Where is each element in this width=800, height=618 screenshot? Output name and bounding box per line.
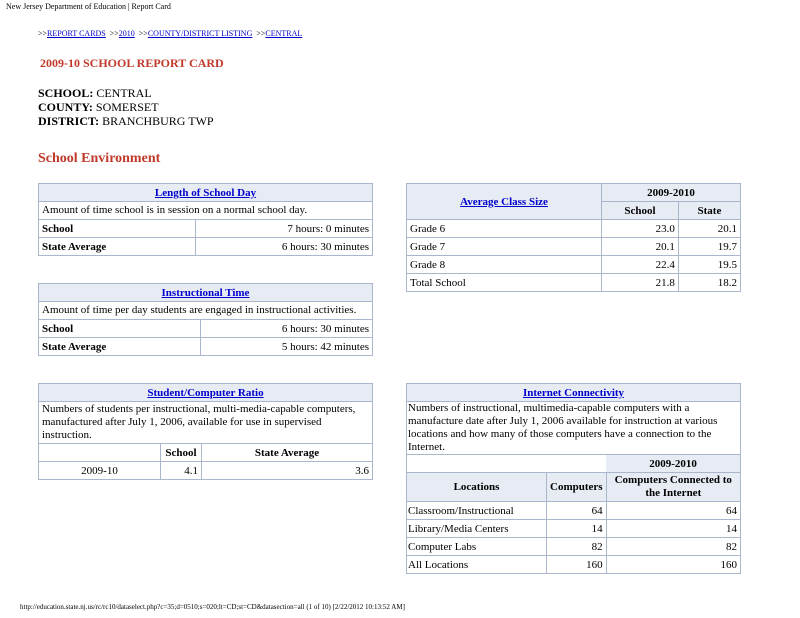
row-label: Grade 8 (407, 256, 602, 274)
page-title: 2009-10 SCHOOL REPORT CARD (40, 56, 224, 70)
row-label: School (39, 220, 196, 238)
table-row (407, 556, 741, 574)
row-school: 20.1 (602, 238, 679, 256)
row-school: 23.0 (602, 220, 679, 238)
row-state: 19.5 (678, 256, 740, 274)
breadcrumb-2010[interactable]: 2010 (118, 29, 135, 38)
row-label: Classroom/Instructional (407, 502, 547, 520)
breadcrumb-sep: >> (138, 29, 148, 38)
internet-connectivity-description: Numbers of instructional, multimedia-capable computers with a manufacture date after July 1, 2006 available for instruction at various locations and how many of those computers have a connection to the Internet. (407, 402, 741, 455)
row-value: 5 hours: 42 minutes (201, 338, 373, 356)
col-header-state-average: State Average (202, 444, 373, 462)
row-label: Grade 7 (407, 238, 602, 256)
row-state: 18.2 (678, 274, 740, 292)
section-title: School Environment (38, 151, 161, 166)
instructional-time-description: Amount of time per day students are engaged in instructional activities. (39, 302, 373, 320)
breadcrumb-sep: >> (38, 29, 48, 38)
row-label: Total School (407, 274, 602, 292)
internet-connectivity-title-link[interactable]: Internet Connectivity (407, 384, 741, 402)
row-computers: 14 (547, 520, 607, 538)
instructional-time-table (38, 283, 373, 356)
row-value: 6 hours: 30 minutes (196, 238, 373, 256)
row-label: State Average (39, 338, 201, 356)
district-line (38, 114, 214, 129)
row-connected: 82 (606, 538, 740, 556)
row-computers: 160 (547, 556, 607, 574)
row-label: Library/Media Centers (407, 520, 547, 538)
table-row (407, 520, 741, 538)
breadcrumb-sep: >> (109, 29, 119, 38)
page-header: New Jersey Department of Education | Report Card (6, 2, 171, 11)
school-line (38, 86, 152, 101)
col-header-school: School (602, 202, 679, 220)
col-header-locations: Locations (407, 473, 547, 502)
student-computer-ratio-description: Numbers of students per instructional, multi-media-capable computers, manufactured after July 1, 2006, available for use in supervised instruction. (39, 402, 373, 444)
row-state: 20.1 (678, 220, 740, 238)
row-computers: 64 (547, 502, 607, 520)
col-header-connected: Computers Connected to the Internet (606, 473, 740, 502)
table-row (39, 338, 373, 356)
table-row (407, 502, 741, 520)
row-label: Computer Labs (407, 538, 547, 556)
class-size-title-link[interactable]: Average Class Size (407, 184, 602, 220)
row-value: 6 hours: 30 minutes (201, 320, 373, 338)
row-state: 3.6 (202, 462, 373, 480)
row-label: School (39, 320, 201, 338)
col-header-computers: Computers (547, 473, 607, 502)
row-connected: 14 (606, 520, 740, 538)
table-row (407, 238, 741, 256)
school-value: CENTRAL (96, 86, 152, 100)
table-row (407, 274, 741, 292)
row-connected: 64 (606, 502, 740, 520)
table-row (39, 220, 373, 238)
row-value: 7 hours: 0 minutes (196, 220, 373, 238)
table-header-row (39, 444, 373, 462)
instructional-time-title-link[interactable]: Instructional Time (39, 284, 373, 302)
length-of-day-description: Amount of time school is in session on a normal school day. (39, 202, 373, 220)
breadcrumb-sep: >> (256, 29, 266, 38)
table-row (407, 256, 741, 274)
row-school: 4.1 (161, 462, 202, 480)
student-computer-ratio-title-link[interactable]: Student/Computer Ratio (39, 384, 373, 402)
row-connected: 160 (606, 556, 740, 574)
district-value: BRANCHBURG TWP (102, 114, 214, 128)
row-label: Grade 6 (407, 220, 602, 238)
row-school: 22.4 (602, 256, 679, 274)
table-row (39, 462, 373, 480)
class-size-year: 2009-2010 (602, 184, 741, 202)
length-of-day-title-link[interactable]: Length of School Day (39, 184, 373, 202)
page-footer-url: http://education.state.nj.us/rc/rc10/dataselect.php?c=35;d=0510;s=020;lt=CD;st=CD&datasection=all (1 of 10) [2/22/2012 10:13:52 AM] (20, 603, 405, 611)
student-computer-ratio-table (38, 383, 373, 480)
county-label: COUNTY: (38, 100, 93, 114)
internet-year: 2009-2010 (606, 455, 740, 473)
breadcrumb (38, 29, 302, 38)
table-row (407, 538, 741, 556)
internet-connectivity-table (406, 383, 741, 574)
row-label: All Locations (407, 556, 547, 574)
table-row (39, 238, 373, 256)
county-value: SOMERSET (95, 100, 159, 114)
row-school: 21.8 (602, 274, 679, 292)
breadcrumb-report-cards[interactable]: REPORT CARDS (47, 29, 106, 38)
col-header-school: School (161, 444, 202, 462)
length-of-day-table (38, 183, 373, 256)
row-state: 19.7 (678, 238, 740, 256)
class-size-table (406, 183, 741, 292)
col-header-state: State (678, 202, 740, 220)
breadcrumb-central[interactable]: CENTRAL (265, 29, 303, 38)
school-label: SCHOOL: (38, 86, 94, 100)
breadcrumb-county-district-listing[interactable]: COUNTY/DISTRICT LISTING (147, 29, 253, 38)
district-label: DISTRICT: (38, 114, 100, 128)
county-line (38, 100, 159, 115)
row-year: 2009-10 (39, 462, 161, 480)
table-row (407, 220, 741, 238)
row-label: State Average (39, 238, 196, 256)
table-row (39, 320, 373, 338)
row-computers: 82 (547, 538, 607, 556)
